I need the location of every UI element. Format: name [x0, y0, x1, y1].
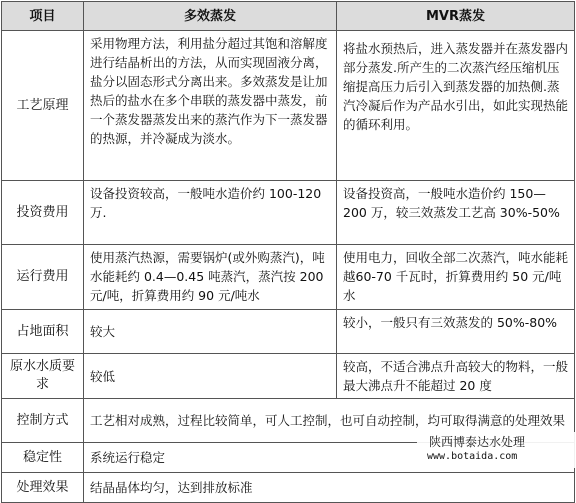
table-row — [2, 181, 575, 245]
cell-mvr: 较小，一般只有三效蒸发的 50%-80% — [337, 310, 575, 354]
row-label: 稳定性 — [2, 443, 84, 473]
row-label: 占地面积 — [2, 310, 84, 354]
row-label: 投资费用 — [2, 181, 84, 245]
cell-mvr: 较高，不适合沸点升高较大的物料，一般最大沸点升不能超过 20 度 — [337, 354, 575, 399]
row-label: 处理效果 — [2, 473, 84, 503]
row-label: 工艺原理 — [2, 31, 84, 181]
cell-shared: 工艺相对成熟，过程比较简单，可人工控制，也可自动控制，均可取得满意的处理效果 — [84, 399, 575, 443]
table-row — [2, 245, 575, 310]
cell-multi-effect: 较低 — [84, 354, 337, 399]
header-item: 项目 — [2, 2, 84, 31]
watermark-url: www.botaida.com — [427, 451, 518, 462]
header-row — [2, 2, 575, 31]
row-label: 控制方式 — [2, 399, 84, 443]
cell-multi-effect: 采用物理方法，利用盐分超过其饱和溶解度进行结晶析出的方法，从而实现固液分离，盐分以固态形式分离出来。多效蒸发是让加热后的盐水在多个串联的蒸发器中蒸发，前一个蒸发器蒸发出来的蒸汽作为下一蒸发器的热源，并冷凝成为淡水。 — [84, 31, 337, 181]
header-mvr: MVR蒸发 — [337, 2, 575, 31]
comparison-table — [1, 1, 575, 503]
row-label: 原水水质要求 — [2, 354, 84, 399]
cell-multi-effect: 使用蒸汽热源，需要锅炉(或外购蒸汽)，吨水能耗约 0.4—0.45 吨蒸汽，蒸汽按 200 元/吨，折算费用约 90 元/吨水 — [84, 245, 337, 310]
cell-shared: 系统运行稳定 — [84, 443, 575, 473]
table-row — [2, 473, 575, 503]
table-row — [2, 310, 575, 354]
table-row — [2, 354, 575, 399]
header-multi-effect: 多效蒸发 — [84, 2, 337, 31]
cell-mvr: 设备投资高，一般吨水造价约 150—200 万，较三效蒸发工艺高 30%-50% — [337, 181, 575, 245]
cell-shared: 结晶晶体均匀，达到排放标准 — [84, 473, 575, 503]
cell-mvr: 使用电力，回收全部二次蒸汽，吨水能耗越60-70 千瓦时，折算费用约 50 元/吨水 — [337, 245, 575, 310]
row-label: 运行费用 — [2, 245, 84, 310]
cell-multi-effect: 设备投资较高，一般吨水造价约 100-120 万. — [84, 181, 337, 245]
watermark — [417, 432, 575, 468]
table-row — [2, 31, 575, 181]
cell-multi-effect: 较大 — [84, 310, 337, 354]
cell-mvr: 将盐水预热后，进入蒸发器并在蒸发器内部分蒸发.所产生的二次蒸汽经压缩机压缩提高压力后引入到蒸发器的加热侧.蒸汽冷凝后作为产品水引出，如此实现热能的循环利用。 — [337, 31, 575, 181]
watermark-title: 陕西博泰达水处理 — [429, 435, 526, 449]
